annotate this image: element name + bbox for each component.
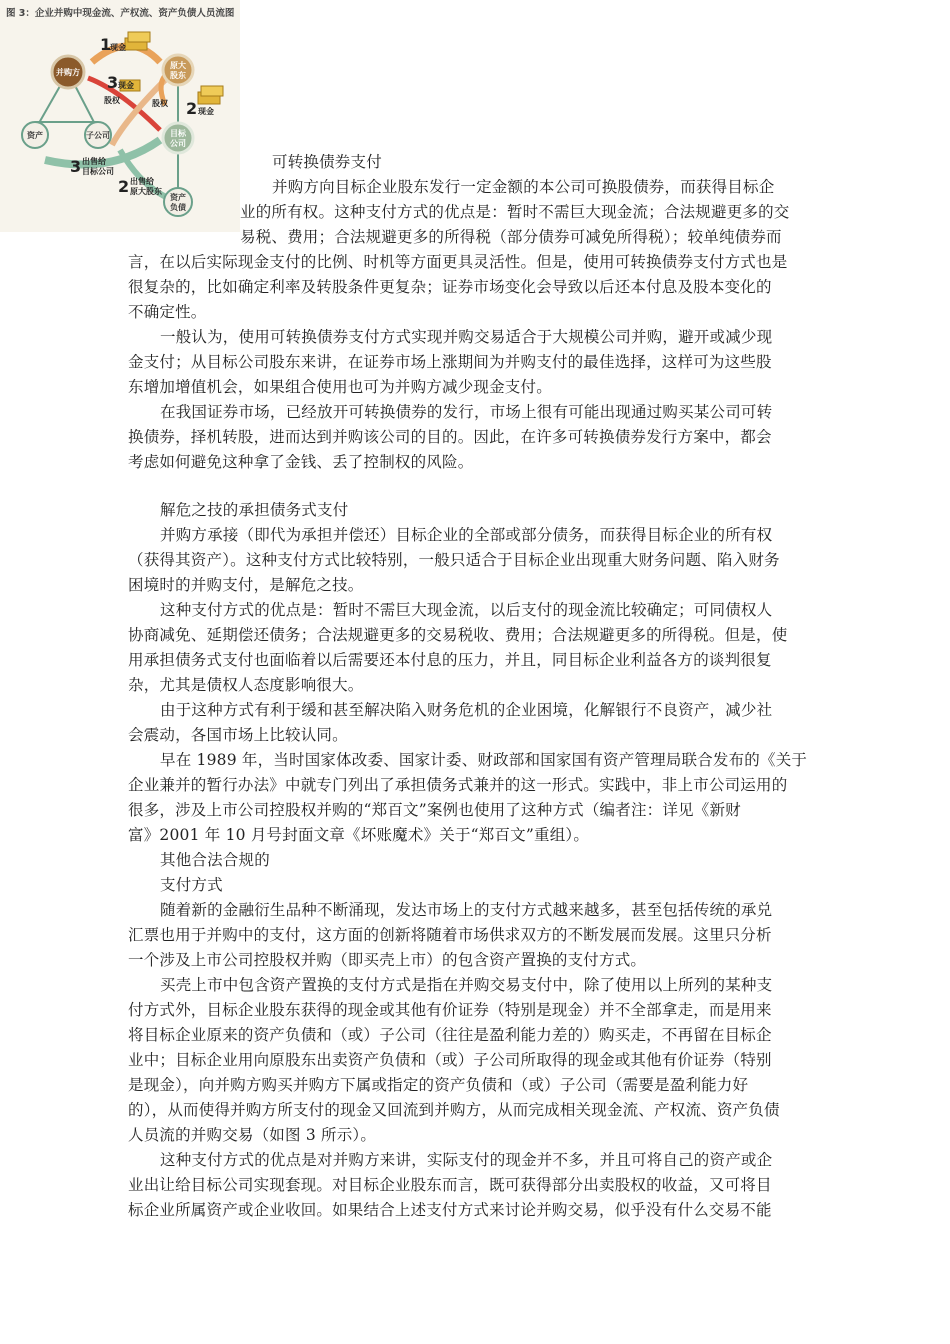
paragraph-line: 考虑如何避免这种拿了金钱、丢了控制权的风险。 [128,453,474,471]
paragraph-line: （获得其资产）。这种支付方式比较特别，一般只适合于目标企业出现重大财务问题、陷入财务 [128,551,780,569]
paragraph-line: 这种支付方式的优点是：暂时不需巨大现金流，以后支付的现金流比较确定；可同债权人 [160,601,773,619]
flow-diagram [0,0,240,232]
paragraph-line: 这种支付方式的优点是对并购方来讲，实际支付的现金并不多，并且可将自己的资产或企 [160,1151,773,1169]
paragraph-line: 用承担债务式支付也面临着以后需要还本付息的压力，并且，同目标企业利益各方的谈判很复 [128,651,772,669]
paragraph-line: 会震动，各国市场上比较认同。 [128,726,348,744]
paragraph-line: 东增加增值机会，如果组合使用也可为并购方减少现金支付。 [128,378,552,396]
paragraph-line: 协商减免、延期偿还债务；合法规避更多的交易税收、费用；合法规避更多的所得税。但是，使 [128,626,788,644]
paragraph-line: 将目标企业原来的资产负债和（或）子公司（往往是盈利能力差的）购买走，不再留在目标企 [128,1026,772,1044]
paragraph-line: 业中；目标企业用向原股东出卖资产负债和（或）子公司所取得的现金或其他有价证券（特别 [128,1051,772,1069]
paragraph-line: 是现金），向并购方购买并购方下属或指定的资产负债和（或）子公司（需要是盈利能力好 [128,1076,749,1094]
paragraph-line: 很多，涉及上市公司控股权并购的“郑百文”案例也使用了这种方式（编者注：详见《新财 [128,801,741,819]
paragraph-line: 业的所有权。这种支付方式的优点是：暂时不需巨大现金流；合法规避更多的交 [240,203,790,221]
node-orig-big-label-1: 原大 [170,61,186,70]
step-3b-label-1: 出售给 [82,157,106,166]
node-asset-label: 资产 [27,131,43,140]
step-2-equity-label: 股权 [152,99,168,108]
paragraph-line: 富》2001 年 10 月号封面文章《坏账魔术》关于“郑百文”重组）。 [128,826,590,844]
step-2b-label-1: 出售给 [130,177,154,186]
node-liab-label-2: 负债 [170,203,186,212]
paragraph-line: 业出让给目标公司实现套现。对目标企业股东而言，既可获得部分出卖股权的收益，又可将目 [128,1176,772,1194]
node-target-company [163,123,193,153]
paragraph-line: 的），从而使得并购方所支付的现金又回流到并购方，从而完成相关现金流、产权流、资产负债 [128,1101,780,1119]
step-1-number: 1 [100,35,112,54]
paragraph-line: 困境时的并购支付，是解危之技。 [128,576,364,594]
node-target-label-1: 目标 [170,129,186,138]
paragraph-line: 汇票也用于并购中的支付，这方面的创新将随着市场供求双方的不断发展而发展。这里只分析 [128,926,772,944]
paragraph-line: 言，在以后实际现金支付的比例、时机等方面更具灵活性。但是，使用可转换债券支付方式也是 [128,253,788,271]
paragraph-line: 企业兼并的暂行办法》中就专门列出了承担债务式兼并的这一形式。实践中，非上市公司运用的 [128,776,788,794]
paragraph-line: 换债券，择机转股，进而达到并购该公司的目的。因此，在许多可转换债券发行方案中，都会 [128,428,772,446]
paragraph-line: 由于这种方式有利于缓和甚至解决陷入财务危机的企业困境，化解银行不良资产，减少社 [160,701,773,719]
paragraph-line: 一般认为，使用可转换债券支付方式实现并购交易适合于大规模公司并购，避开或减少现 [160,328,773,346]
step-3b-number: 3 [70,157,82,176]
figure-3 [0,0,240,232]
step-3b-label-2: 目标公司 [82,167,114,176]
node-orig-big-label-2: 股东 [170,71,186,80]
paragraph-line: 买壳上市中包含资产置换的支付方式是指在并购交易支付中，除了使用以上所列的某种支 [160,976,773,994]
node-orig-big-shareholder [163,55,193,85]
step-2-label: 现金 [198,107,214,116]
paragraph-line: 金支付；从目标公司股东来讲，在证券市场上涨期间为并购支付的最佳选择，这样可为这些股 [128,353,772,371]
paragraph-line: 很复杂的，比如确定利率及转股条件更复杂；证券市场变化会导致以后还本付息及股本变化的 [128,278,772,296]
paragraph-line: 人员流的并购交易（如图 3 所示）。 [128,1126,377,1144]
step-1-equity-label: 股权 [104,96,120,105]
paragraph-line: 杂，尤其是债权人态度影响很大。 [128,676,364,694]
paragraph-line: 在我国证券市场，已经放开可转换债券的发行，市场上很有可能出现通过购买某公司可转 [160,403,773,421]
node-subsidiary-label: 子公司 [86,131,110,140]
gold-bar-icon [128,32,150,42]
step-2b-label-2: 原大股东 [130,187,162,196]
section-heading: 支付方式 [160,876,223,894]
section-heading: 可转换债券支付 [272,153,382,171]
step-1-label: 现金 [110,43,126,52]
node-liab-label-1: 资产 [170,193,186,202]
paragraph-line: 标企业所属资产或企业收回。如果结合上述支付方式来讨论并购交易，似乎没有什么交易不能 [128,1201,772,1219]
step-2b-number: 2 [118,177,130,196]
node-target-label-2: 公司 [170,139,186,148]
figure-title: 图 3：企业并购中现金流、产权流、资产负债人员流图 [6,8,235,19]
paragraph-line: 并购方向目标企业股东发行一定金额的本公司可换股债券，而获得目标企 [272,178,775,196]
paragraph-line: 不确定性。 [128,303,207,321]
gold-bar-icon [201,86,223,96]
paragraph-line: 一个涉及上市公司控股权并购（即买壳上市）的包含资产置换的支付方式。 [128,951,647,969]
paragraph-line: 易税、费用；合法规避更多的所得税（部分债券可减免所得税）；较单纯债券而 [240,228,782,246]
paragraph-line: 并购方承接（即代为承担并偿还）目标企业的全部或部分债务，而获得目标企业的所有权 [160,526,773,544]
section-heading: 其他合法合规的 [160,851,270,869]
step-3-label: 现金 [118,81,134,90]
step-3-number: 3 [107,73,119,92]
paragraph-line: 随着新的金融衍生品种不断涌现，发达市场上的支付方式越来越多，甚至包括传统的承兑 [160,901,773,919]
paragraph-line: 付方式外，目标企业股东获得的现金或其他有价证券（特别是现金）并不全部拿走，而是用来 [128,1001,772,1019]
step-2-number: 2 [186,99,198,118]
section-heading: 解危之技的承担债务式支付 [160,501,349,519]
paragraph-line: 早在 1989 年，当时国家体改委、国家计委、财政部和国家国有资产管理局联合发布的《关于 [160,751,808,769]
node-acquirer-label: 并购方 [56,68,80,77]
